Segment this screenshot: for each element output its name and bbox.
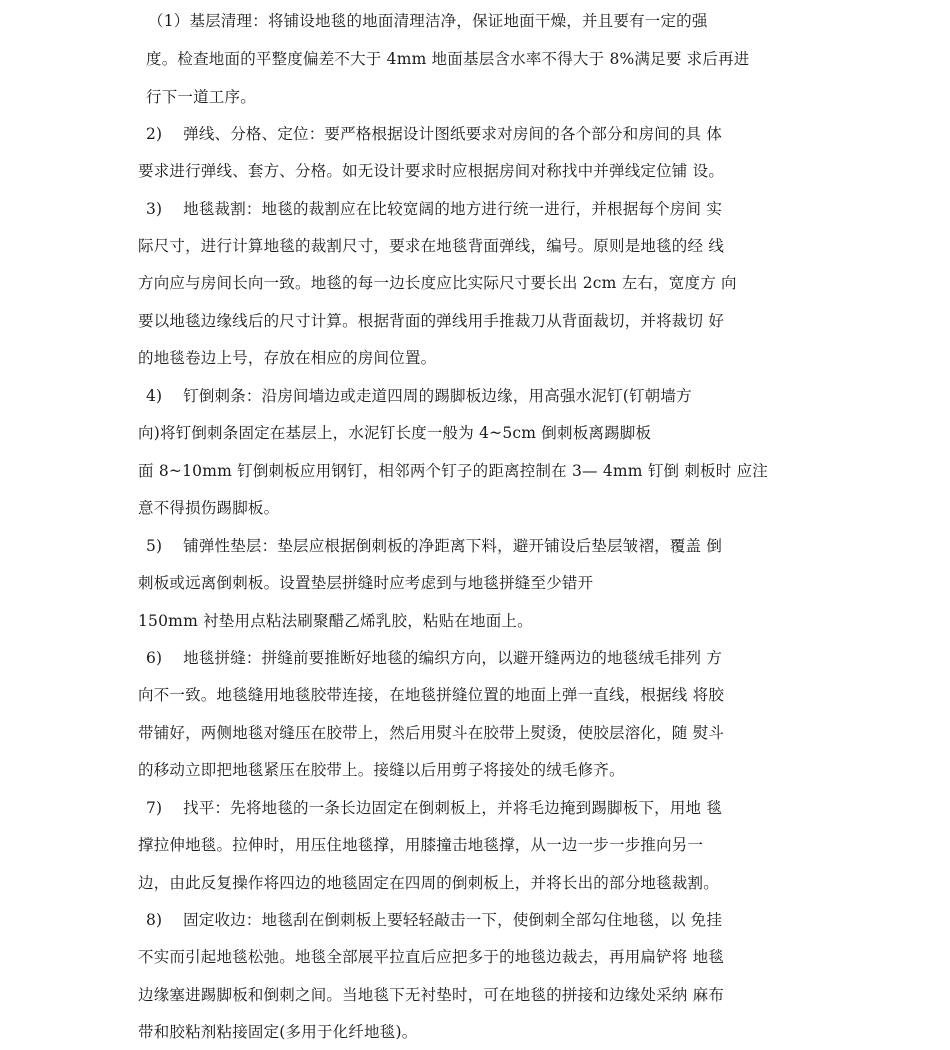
section-1-line-2: 度。检查地面的平整度偏差不大于 4mm 地面基层含水率不得大于 8%满足要 求后再进 — [146, 50, 750, 68]
section-4-line-1: 4) 钉倒刺条：沿房间墙边或走道四周的踢脚板边缘，用高强水泥钉(钉朝墙方 — [146, 387, 692, 405]
section-3-line-4: 要以地毯边缘线后的尺寸计算。根据背面的弹线用手推裁刀从背面裁切，并将裁切 好 — [138, 312, 725, 330]
section-6-line-2: 向不一致。地毯缝用地毯胶带连接，在地毯拼缝位置的地面上弹一直线，根据线 将胶 — [138, 686, 725, 704]
section-5-line-1: 5) 铺弹性垫层：垫层应根据倒刺板的净距离下料，避开铺设后垫层皱褶，覆盖 倒 — [146, 537, 723, 555]
section-6-line-1: 6) 地毯拼缝：拼缝前要推断好地毯的编织方向，以避开缝两边的地毯绒毛排列 方 — [146, 649, 723, 667]
section-6-line-4: 的移动立即把地毯紧压在胶带上。接缝以后用剪子将接处的绒毛修齐。 — [138, 761, 625, 779]
section-7-line-3: 边，由此反复操作将四边的地毯固定在四周的倒刺板上，并将长出的部分地毯裁割。 — [138, 874, 719, 892]
section-4-line-3: 面 8~10mm 钉倒刺板应用钢钉，相邻两个钉子的距离控制在 3— 4mm 钉倒 刺板时 应注 — [138, 462, 768, 480]
section-7-line-2: 撑拉伸地毯。拉伸时，用压住地毯撑，用膝撞击地毯撑，从一边一步一步推向另一 — [138, 836, 704, 854]
section-8-line-4: 带和胶粘剂粘接固定(多用于化纤地毯)。 — [138, 1023, 418, 1041]
section-2-line-1: 2) 弹线、分格、定位：要严格根据设计图纸要求对房间的各个部分和房间的具 体 — [146, 125, 723, 143]
section-4-line-4: 意不得损伤踢脚板。 — [138, 499, 280, 517]
section-8-line-1: 8) 固定收边：地毯刮在倒刺板上要轻轻敲击一下，使倒刺全部勾住地毯，以 免挂 — [146, 911, 723, 929]
section-3-line-2: 际尺寸，进行计算地毯的裁割尺寸，要求在地毯背面弹线，编号。原则是地毯的经 线 — [138, 237, 725, 255]
section-8-line-2: 不实而引起地毯松弛。地毯全部展平拉直后应把多于的地毯边裁去，再用扁铲将 地毯 — [138, 948, 725, 966]
section-3-line-3: 方向应与房间长向一致。地毯的每一边长度应比实际尺寸要长出 2cm 左右，宽度方 向 — [138, 274, 737, 292]
section-5-line-3: 150mm 衬垫用点粘法刷聚醋乙烯乳胶，粘贴在地面上。 — [138, 612, 533, 630]
section-3-line-1: 3) 地毯裁割：地毯的裁割应在比较宽阔的地方进行统一进行，并根据每个房间 实 — [146, 200, 723, 218]
section-5-line-2: 刺板或远离倒刺板。设置垫层拼缝时应考虑到与地毯拼缝至少错开 — [138, 574, 594, 592]
section-4-line-2: 向)将钉倒刺条固定在基层上，水泥钉长度一般为 4~5cm 倒刺板离踢脚板 — [138, 424, 652, 442]
section-2-line-2: 要求进行弹线、套方、分格。如无设计要求时应根据房间对称找中并弹线定位铺 设。 — [138, 162, 725, 180]
section-1-line-1: （1）基层清理：将铺设地毯的地面清理洁净，保证地面干燥，并且要有一定的强 — [148, 12, 708, 30]
section-1-line-3: 行下一道工序。 — [146, 88, 256, 106]
section-3-line-5: 的地毯卷边上号，存放在相应的房间位置。 — [138, 349, 437, 367]
section-8-line-3: 边缘塞进踢脚板和倒刺之间。当地毯下无衬垫时，可在地毯的拼接和边缘处采纳 麻布 — [138, 986, 725, 1004]
section-7-line-1: 7) 找平：先将地毯的一条长边固定在倒刺板上，并将毛边掩到踢脚板下，用地 毯 — [146, 799, 723, 817]
section-6-line-3: 带铺好，两侧地毯对缝压在胶带上，然后用熨斗在胶带上熨烫，使胶层溶化，随 熨斗 — [138, 724, 725, 742]
